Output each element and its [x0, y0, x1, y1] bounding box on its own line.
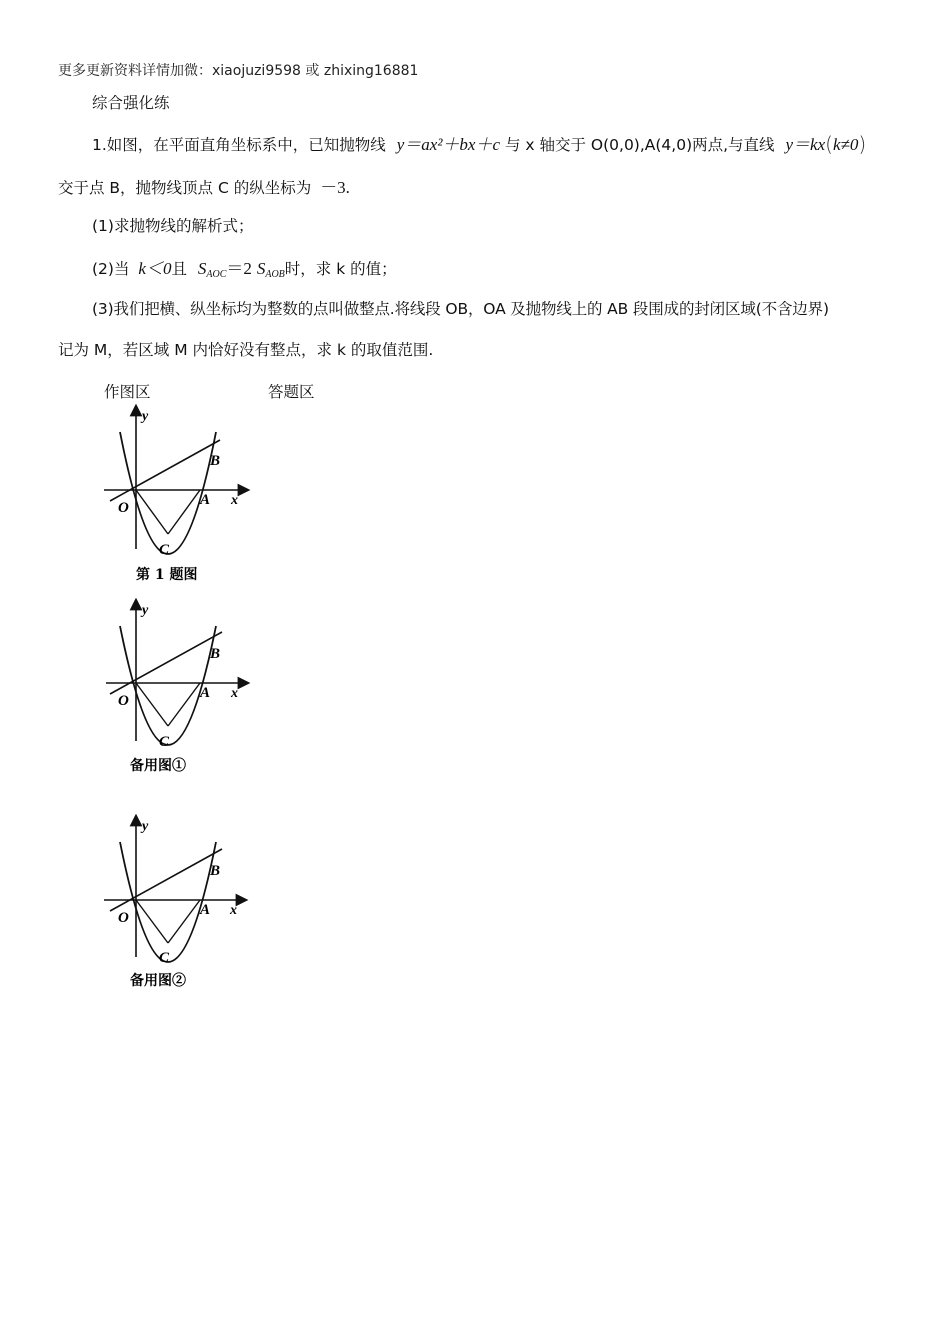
label-a: A [200, 685, 211, 701]
label-a: A [200, 492, 211, 508]
drawing-area-label: 作图区 [104, 383, 151, 401]
label-b: B [210, 646, 221, 662]
section-title: 综合强化练 [92, 94, 170, 112]
segment-ac [168, 490, 200, 534]
label-y: y [142, 819, 149, 834]
vertex-y-value: －3. [320, 178, 350, 197]
area-aoc-subscript: AOC [206, 269, 227, 280]
label-o: O [118, 693, 129, 709]
paren-close: ) [858, 132, 867, 156]
figure-3 [96, 814, 256, 996]
q2-prefix: (2)当 [92, 260, 130, 278]
label-b: B [210, 453, 221, 469]
label-x: x [230, 903, 237, 918]
question-3-line-1: (3)我们把横、纵坐标均为整数的点叫做整点.将线段 OB，OA 及抛物线上的 AB 段围成的封闭区域(不含边界) [92, 300, 829, 318]
parabola-equation: y＝ax²＋bx＋c [396, 135, 501, 154]
figure-caption: 备用图② [130, 973, 186, 989]
label-b: B [210, 863, 221, 879]
paren-open: ( [825, 132, 833, 156]
label-o: O [118, 910, 129, 926]
k-condition: k≠0 [832, 135, 859, 154]
q2-suffix: 时，求 k 的值； [284, 260, 397, 278]
figure-3-graph [96, 814, 256, 996]
figure-2 [98, 598, 258, 780]
answer-area-label: 答题区 [268, 383, 315, 401]
figure-1 [98, 404, 258, 590]
label-x: x [231, 686, 238, 701]
label-o: O [118, 500, 129, 516]
problem-line-2 [58, 173, 350, 198]
label-c: C [159, 542, 170, 558]
label-y: y [142, 409, 149, 424]
problem-intro-c: 交于点 B，抛物线顶点 C 的纵坐标为 [58, 179, 312, 197]
question-2 [92, 254, 397, 280]
line-equation: y＝kx [785, 135, 826, 154]
label-c: C [159, 734, 170, 750]
figure-2-graph [98, 598, 258, 780]
figure-caption: 备用图① [130, 758, 186, 774]
header-contact: 更多更新资料详情加微：xiaojuzi9598 或 zhixing16881 [58, 63, 419, 79]
label-y: y [142, 603, 149, 618]
problem-line-1 [92, 130, 866, 156]
segment-oc [136, 490, 168, 534]
label-c: C [159, 950, 170, 966]
figure-1-graph [98, 404, 258, 590]
question-1: (1)求抛物线的解析式； [92, 217, 254, 235]
area-aob-subscript: AOB [265, 269, 285, 280]
question-3-line-2: 记为 M，若区域 M 内恰好没有整点，求 k 的取值范围. [58, 341, 434, 359]
q2-and: 且 [171, 260, 187, 278]
area-aoc-symbol: S [197, 259, 207, 278]
q2-k-condition: k＜0 [138, 259, 172, 278]
label-a: A [200, 902, 211, 918]
figure-caption: 第 1 题图 [136, 567, 198, 583]
area-aob-symbol: S [256, 259, 266, 278]
q2-equals-two: ＝2 [226, 259, 252, 278]
problem-intro-a: 1.如图，在平面直角坐标系中，已知抛物线 [92, 136, 386, 154]
label-x: x [231, 493, 238, 508]
problem-intro-b: 与 x 轴交于 O(0,0),A(4,0)两点,与直线 [504, 136, 775, 154]
